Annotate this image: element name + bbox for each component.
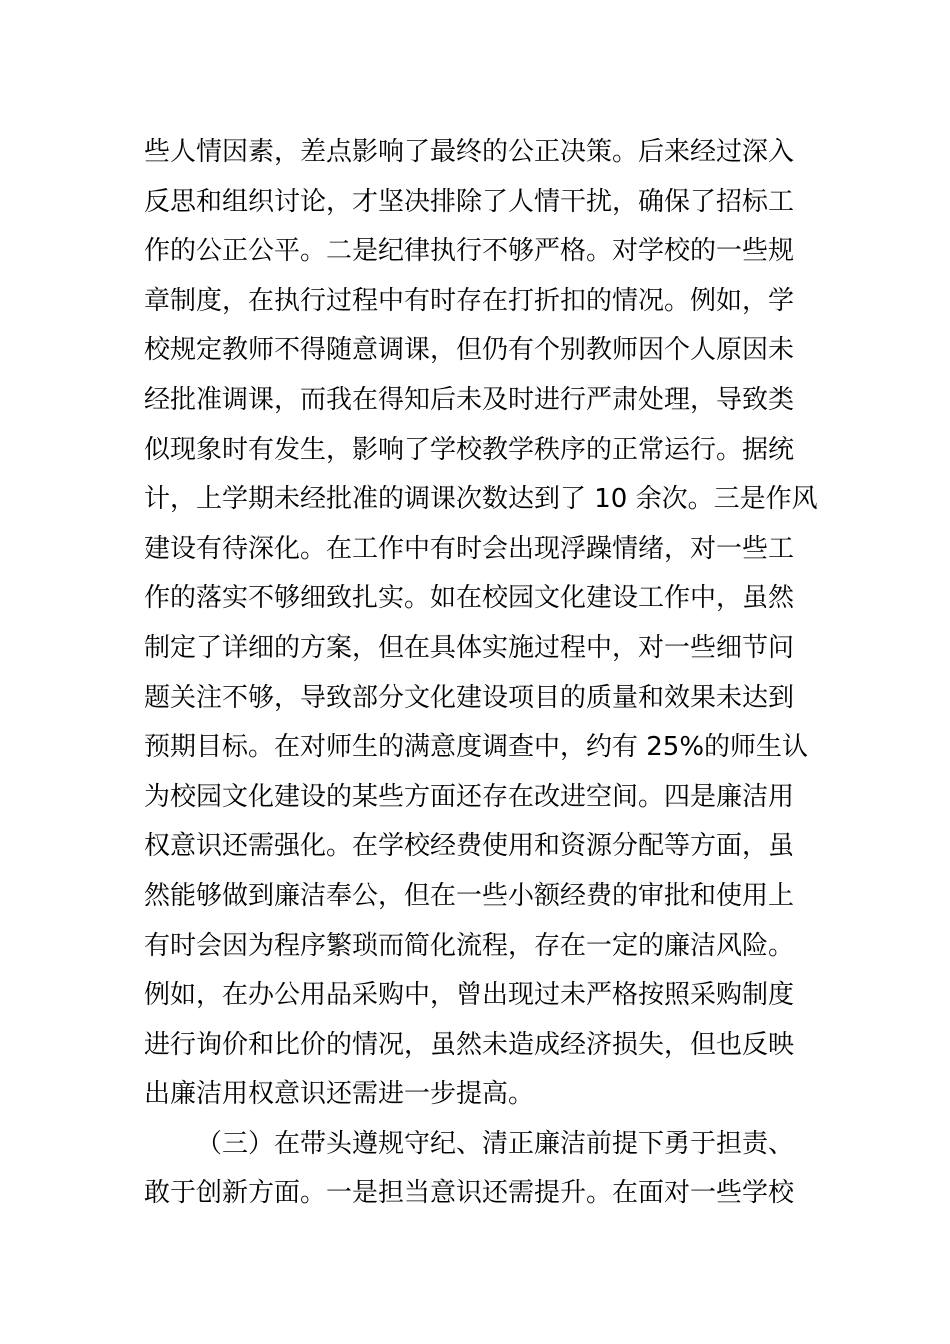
text-line: 经批准调课，而我在得知后未及时进行严肃处理，导致类 xyxy=(144,384,795,415)
text-line: 作的落实不够细致扎实。如在校园文化建设工作中，虽然 xyxy=(144,583,795,614)
text-line: 章制度，在执行过程中有时存在打折扣的情况。例如，学 xyxy=(144,285,795,316)
text-line: 有时会因为程序繁琐而简化流程，存在一定的廉洁风险。 xyxy=(144,930,795,961)
text-line: 例如，在办公用品采购中，曾出现过未严格按照采购制度 xyxy=(144,980,795,1011)
text-line: 敢于创新方面。一是担当意识还需提升。在面对一些学校 xyxy=(144,1178,795,1209)
text-line: 反思和组织讨论，才坚决排除了人情干扰，确保了招标工 xyxy=(144,186,795,217)
text-line: 似现象时有发生，影响了学校教学秩序的正常运行。据统 xyxy=(144,434,795,465)
text-line: 为校园文化建设的某些方面还存在改进空间。四是廉洁用 xyxy=(144,781,795,812)
body-text xyxy=(144,128,818,1219)
text-line: 进行询价和比价的情况，虽然未造成经济损失，但也反映 xyxy=(144,1029,795,1060)
text-line: 制定了详细的方案，但在具体实施过程中，对一些细节问 xyxy=(144,632,795,663)
text-line: 出廉洁用权意识还需进一步提高。 xyxy=(144,1079,535,1110)
paragraph xyxy=(144,128,818,1120)
text-line: 建设有待深化。在工作中有时会出现浮躁情绪，对一些工 xyxy=(144,533,795,564)
text-line: 些人情因素，差点影响了最终的公正决策。后来经过深入 xyxy=(144,137,795,167)
text-line: 权意识还需强化。在学校经费使用和资源分配等方面，虽 xyxy=(144,831,795,862)
paragraph xyxy=(144,1120,814,1219)
text-line: 预期目标。在对师生的满意度调查中，约有 25%的师生认 xyxy=(144,732,809,763)
text-line: 计，上学期未经批准的调课次数达到了 10 余次。三是作风 xyxy=(144,484,818,515)
text-line: 作的公正公平。二是纪律执行不够严格。对学校的一些规 xyxy=(144,236,795,267)
text-line: 然能够做到廉洁奉公，但在一些小额经费的审批和使用上 xyxy=(144,880,795,911)
text-line: 题关注不够，导致部分文化建设项目的质量和效果未达到 xyxy=(144,682,795,713)
text-line: （三）在带头遵规守纪、清正廉洁前提下勇于担责、 xyxy=(196,1128,795,1159)
text-line: 校规定教师不得随意调课，但仍有个别教师因个人原因未 xyxy=(144,335,795,366)
